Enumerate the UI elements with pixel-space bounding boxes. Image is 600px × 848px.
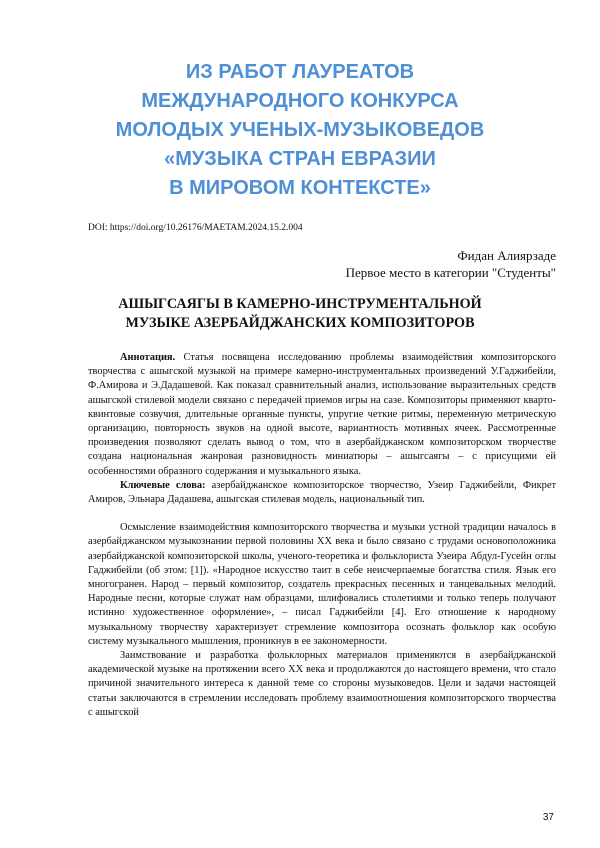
article-body <box>88 351 556 720</box>
keywords-text: азербайджанское композиторское творчество, Узеир Гаджибейли, Фикрет Амиров, Эльнара Дадашева, ашыгская стилевая модель, национальный тип. <box>88 479 556 506</box>
author-award: Первое место в категории "Студенты" <box>345 265 556 280</box>
author-name: Фидан Алиярзаде <box>457 248 556 263</box>
heading-line: МЕЖДУНАРОДНОГО КОНКУРСА <box>141 90 459 112</box>
heading-line: МОЛОДЫХ УЧЕНЫХ-МУЗЫКОВЕДОВ <box>115 119 485 141</box>
abstract <box>88 351 556 479</box>
paragraph: Осмысление взаимодействия композиторского творчества и музыки устной традиции началось в азербайджанском музыкознании первой половины XX века и было связано с трудами основоположника азербайджанской композиторской школы, ученого-теоретика и фольклориста Узеира Абдул-Гусейн оглы Гаджибейли (об этом: [1]). «Народное искусство таит в себе неисчерпаемые богатства стиля. Язык его многогранен. Народ – первый композитор, создатель прекрасных песенных и танцевальных мелодий. Народные песни, которые служат нам образцами, шлифовались столетиями и только теперь получают истинно художественное оформление», – писал Гаджибейли [4]. Его отношение к народному музыкальному творчеству характеризует стремление композитора осознать фольклор как особую систему музыкального мышления, проникнув в ее закономерности. <box>88 522 556 647</box>
keywords <box>88 479 556 507</box>
abstract-label: Аннотация. <box>120 352 176 363</box>
keywords-label: Ключевые слова: <box>120 479 206 491</box>
heading-line: ИЗ РАБОТ ЛАУРЕАТОВ <box>185 61 415 83</box>
paragraph: Заимствование и разработка фольклорных материалов применяются в азербайджанской академической музыке на протяжении всего XX века и продолжаются до настоящего времени, что стало причиной значительного интереса к данной теме со стороны музыковедов. Цели и задачи настоящей статьи заключаются в стремлении исследовать проблему взаимоотношения композиторского творчества с ашыгской <box>88 650 556 718</box>
author-block <box>346 247 556 281</box>
abstract-text: Статья посвящена исследованию проблемы взаимодействия композиторского творчества с ашыгской музыкой на примере камерно-инструментальных произведений У.Гаджибейли, Ф.Амирова и Э.Дадашевой. Как показал сравнительный анализ, использование выразительных средств ашыгской стилевой модели связано с передачей приемов игры на сазе. Композиторы применяют кварто-квинтовые созвучия, длительные органные пункты, упругие четкие ритмы, переменную метрическую организацию, повторность звуков на одной высоте, вариантность мотивных ячеек. Рассмотренные произведения позволяют сделать вывод о том, что в азербайджанском композиторском творчестве создана национальная жанровая разновидность миниатюры – ашыгсаягы – с присущими ей особенностями образного содержания и музыкального языка. <box>88 352 556 477</box>
page-number: 37 <box>542 812 554 823</box>
section-heading <box>60 58 540 203</box>
heading-line: В МИРОВОМ КОНТЕКСТЕ» <box>169 177 431 199</box>
heading-line: «МУЗЫКА СТРАН ЕВРАЗИИ <box>164 148 436 170</box>
title-line-2: МУЗЫКЕ АЗЕРБАЙДЖАНСКИХ КОМПОЗИТОРОВ <box>125 315 475 331</box>
doi-line: DOI: https://doi.org/10.26176/MAETAM.2024.15.2.004 <box>88 223 303 233</box>
title-line-1: АШЫГСАЯГЫ В КАМЕРНО-ИНСТРУМЕНТАЛЬНОЙ <box>118 296 482 312</box>
article-title <box>70 295 530 333</box>
